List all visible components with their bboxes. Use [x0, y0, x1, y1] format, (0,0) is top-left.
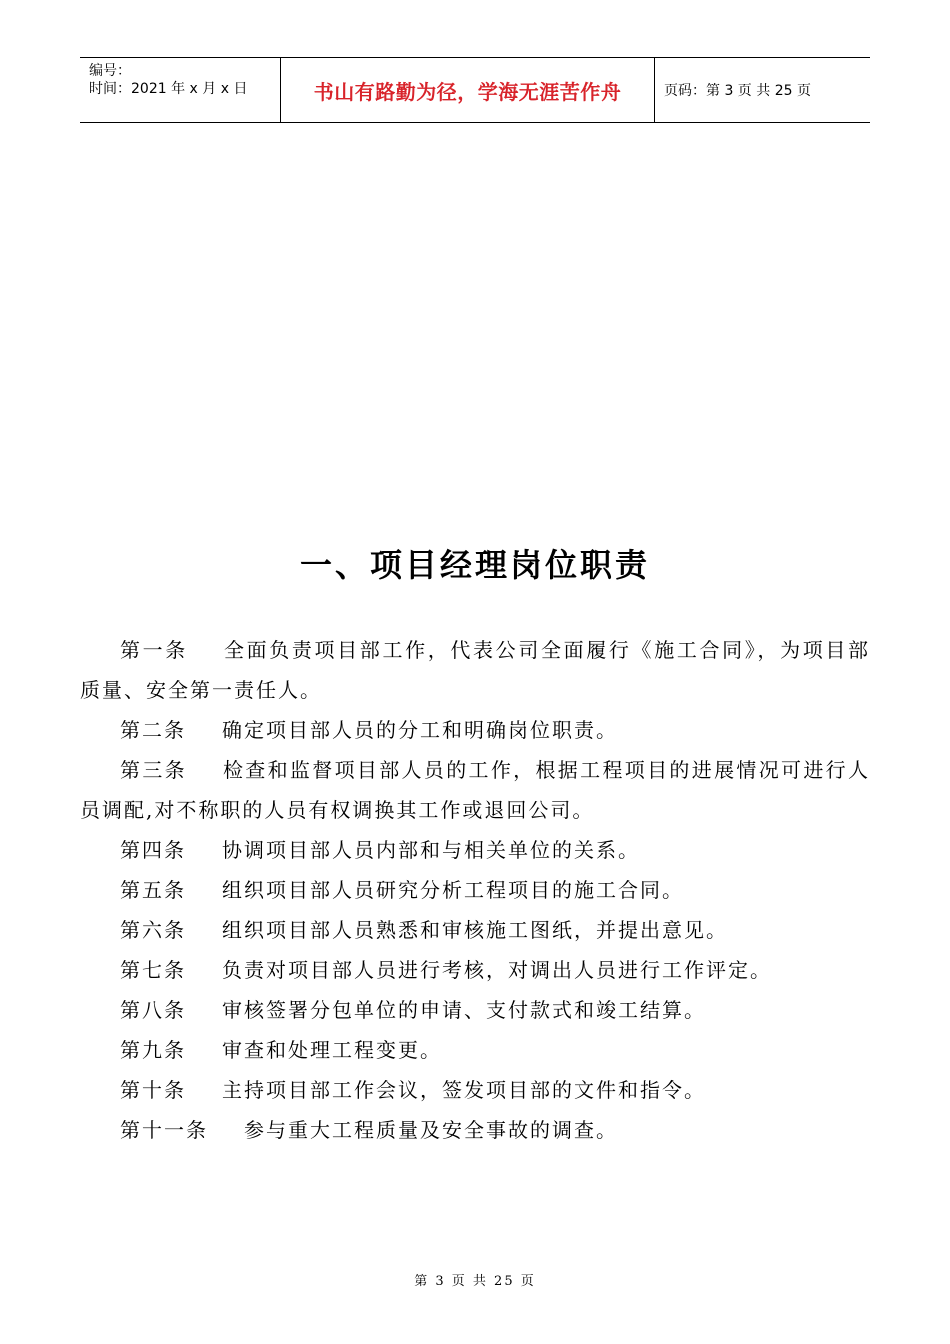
article-number: 第八条	[120, 998, 186, 1022]
article-item	[80, 1070, 870, 1110]
article-number: 第二条	[120, 718, 186, 742]
article-number: 第九条	[120, 1038, 186, 1062]
article-item	[80, 1110, 870, 1150]
article-number: 第十一条	[120, 1118, 208, 1142]
article-text: 组织项目部人员研究分析工程项目的施工合同。	[222, 878, 684, 902]
article-item	[80, 630, 870, 710]
article-item	[80, 950, 870, 990]
article-number: 第十条	[120, 1078, 186, 1102]
footer-page-number: 第 3 页 共 25 页	[414, 1274, 536, 1289]
article-number: 第六条	[120, 918, 186, 942]
document-number-label: 编号：	[89, 63, 131, 79]
article-item	[80, 910, 870, 950]
header-page-info: 页码：第 3 页 共 25 页	[664, 83, 811, 99]
article-list	[80, 630, 870, 1150]
article-number: 第三条	[120, 758, 187, 782]
article-item	[80, 1030, 870, 1070]
article-text: 检查和监督项目部人员的工作，根据工程项目的进展情况可进行人员调配,对不称职的人员有权调换其工作或退回公司。	[80, 758, 871, 822]
article-number: 第五条	[120, 878, 186, 902]
header-meta-cell	[80, 58, 281, 122]
article-text: 主持项目部工作会议，签发项目部的文件和指令。	[222, 1078, 706, 1102]
article-number: 第四条	[120, 838, 186, 862]
article-item	[80, 830, 870, 870]
article-item	[80, 990, 870, 1030]
header-motto: 书山有路勤为径，学海无涯苦作舟	[313, 79, 622, 104]
article-text: 确定项目部人员的分工和明确岗位职责。	[222, 718, 618, 742]
article-text: 组织项目部人员熟悉和审核施工图纸，并提出意见。	[222, 918, 728, 942]
article-number: 第一条	[120, 638, 188, 662]
page-header	[80, 57, 870, 123]
article-item	[80, 710, 870, 750]
article-text: 协调项目部人员内部和与相关单位的关系。	[222, 838, 640, 862]
article-text: 参与重大工程质量及安全事故的调查。	[244, 1118, 618, 1142]
document-title: 一、项目经理岗位职责	[299, 546, 650, 584]
article-number: 第七条	[120, 958, 186, 982]
article-text: 审查和处理工程变更。	[222, 1038, 442, 1062]
article-text: 全面负责项目部工作，代表公司全面履行《施工合同》，为项目部质量、安全第一责任人。	[80, 638, 871, 702]
header-motto-cell	[281, 58, 655, 122]
article-item	[80, 750, 870, 830]
header-page-cell	[655, 58, 870, 122]
page-footer	[0, 1270, 950, 1289]
article-text: 负责对项目部人员进行考核，对调出人员进行工作评定。	[222, 958, 772, 982]
article-text: 审核签署分包单位的申请、支付款式和竣工结算。	[222, 998, 706, 1022]
document-time-label: 时间：2021 年 x 月 x 日	[89, 81, 248, 97]
article-item	[80, 870, 870, 910]
